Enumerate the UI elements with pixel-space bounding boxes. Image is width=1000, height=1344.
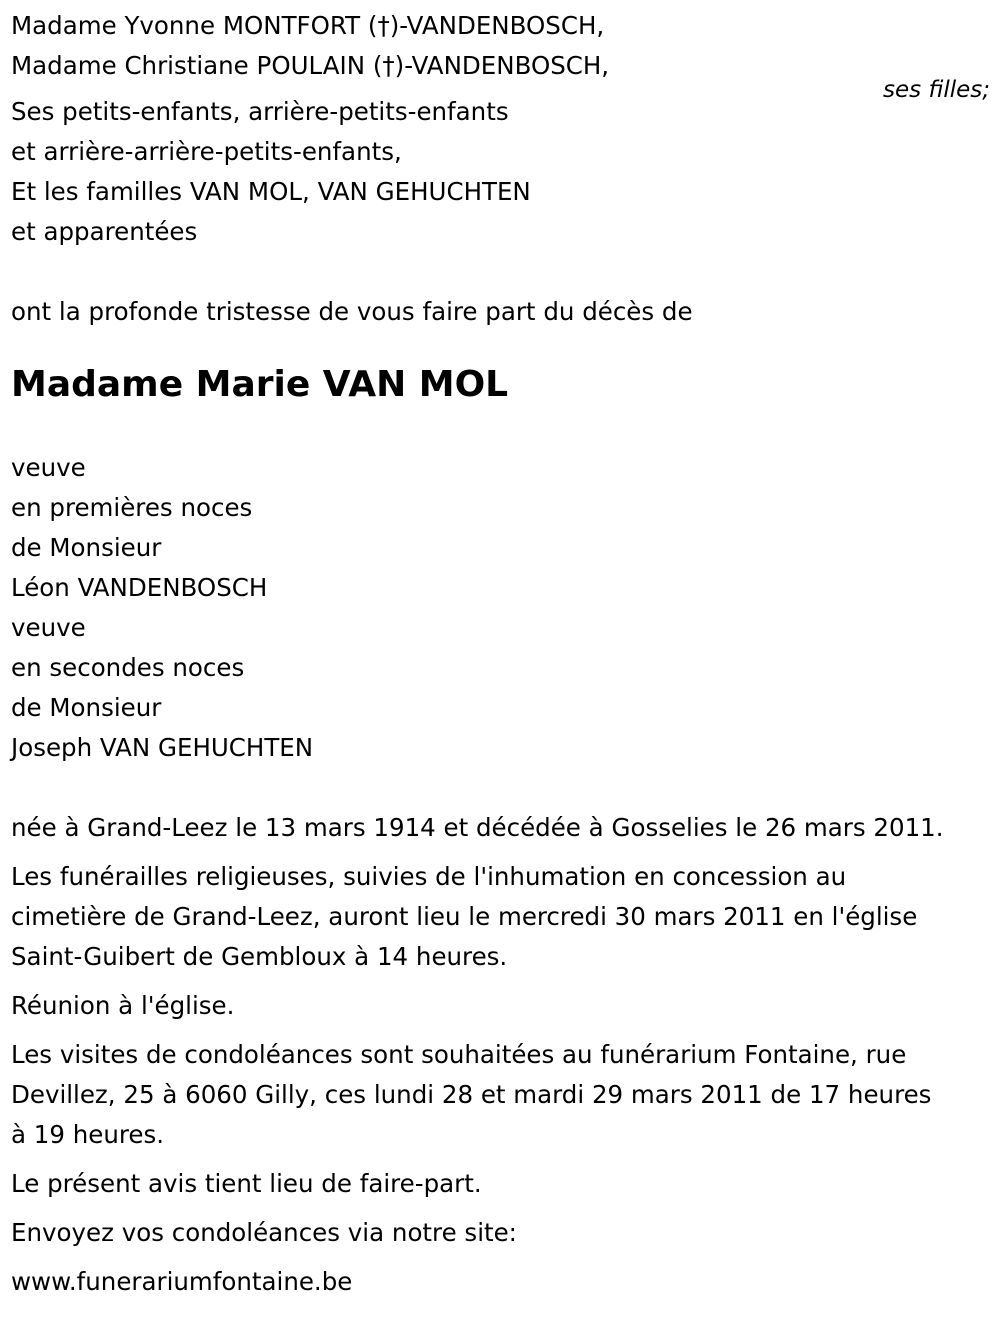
daughters-label: ses filles; <box>883 77 990 103</box>
visits-line-3: à 19 heures. <box>11 1120 165 1149</box>
birth-death-text: née à Grand-Leez le 13 mars 1914 et décédée à Gosselies le 26 mars 2011. <box>11 813 944 842</box>
widow-line-3: de Monsieur <box>11 533 162 562</box>
widow-line-2: en premières noces <box>11 493 253 522</box>
family-line-2: et arrière-arrière-petits-enfants, <box>11 137 402 166</box>
family-line-3: Et les familles VAN MOL, VAN GEHUCHTEN <box>11 177 531 206</box>
daughter-line-2: Madame Christiane POULAIN (†)-VANDENBOSCH, <box>11 51 610 80</box>
family-line-4: et apparentées <box>11 217 198 246</box>
condolences-paragraph <box>11 1213 992 1253</box>
deceased-name: Madame Marie VAN MOL <box>11 364 509 405</box>
visits-paragraph <box>11 1035 992 1155</box>
visits-line-2: Devillez, 25 à 6060 Gilly, ces lundi 28 et mardi 29 mars 2011 de 17 heures <box>11 1080 932 1109</box>
widow-line-6: en secondes noces <box>11 653 245 682</box>
funeral-paragraph <box>11 857 992 977</box>
widow-line-7: de Monsieur <box>11 693 162 722</box>
condolences-text: Envoyez vos condoléances via notre site: <box>11 1218 517 1247</box>
widow-line-8: Joseph VAN GEHUCHTEN <box>11 733 314 762</box>
widow-line-4: Léon VANDENBOSCH <box>11 573 268 602</box>
funeral-line-2: cimetière de Grand-Leez, auront lieu le mercredi 30 mars 2011 en l'église <box>11 902 918 931</box>
meeting-text: Réunion à l'église. <box>11 991 235 1020</box>
meeting-paragraph <box>11 986 992 1026</box>
birth-death-paragraph <box>11 808 992 848</box>
visits-line-1: Les visites de condoléances sont souhaitées au funérarium Fontaine, rue <box>11 1040 907 1069</box>
daughter-line-1: Madame Yvonne MONTFORT (†)-VANDENBOSCH, <box>11 11 605 40</box>
widow-line-5: veuve <box>11 613 86 642</box>
widow-line-1: veuve <box>11 453 86 482</box>
notice-paragraph <box>11 1164 992 1204</box>
obituary-notice <box>11 6 992 1311</box>
announcement-text: ont la profonde tristesse de vous faire part du décès de <box>11 297 693 326</box>
website-link[interactable]: www.funerariumfontaine.be <box>11 1267 353 1296</box>
family-line-1: Ses petits-enfants, arrière-petits-enfants <box>11 97 509 126</box>
funeral-line-1: Les funérailles religieuses, suivies de l'inhumation en concession au <box>11 862 847 891</box>
notice-text: Le présent avis tient lieu de faire-part. <box>11 1169 482 1198</box>
funeral-line-3: Saint-Guibert de Gembloux à 14 heures. <box>11 942 508 971</box>
website-paragraph <box>11 1262 992 1302</box>
